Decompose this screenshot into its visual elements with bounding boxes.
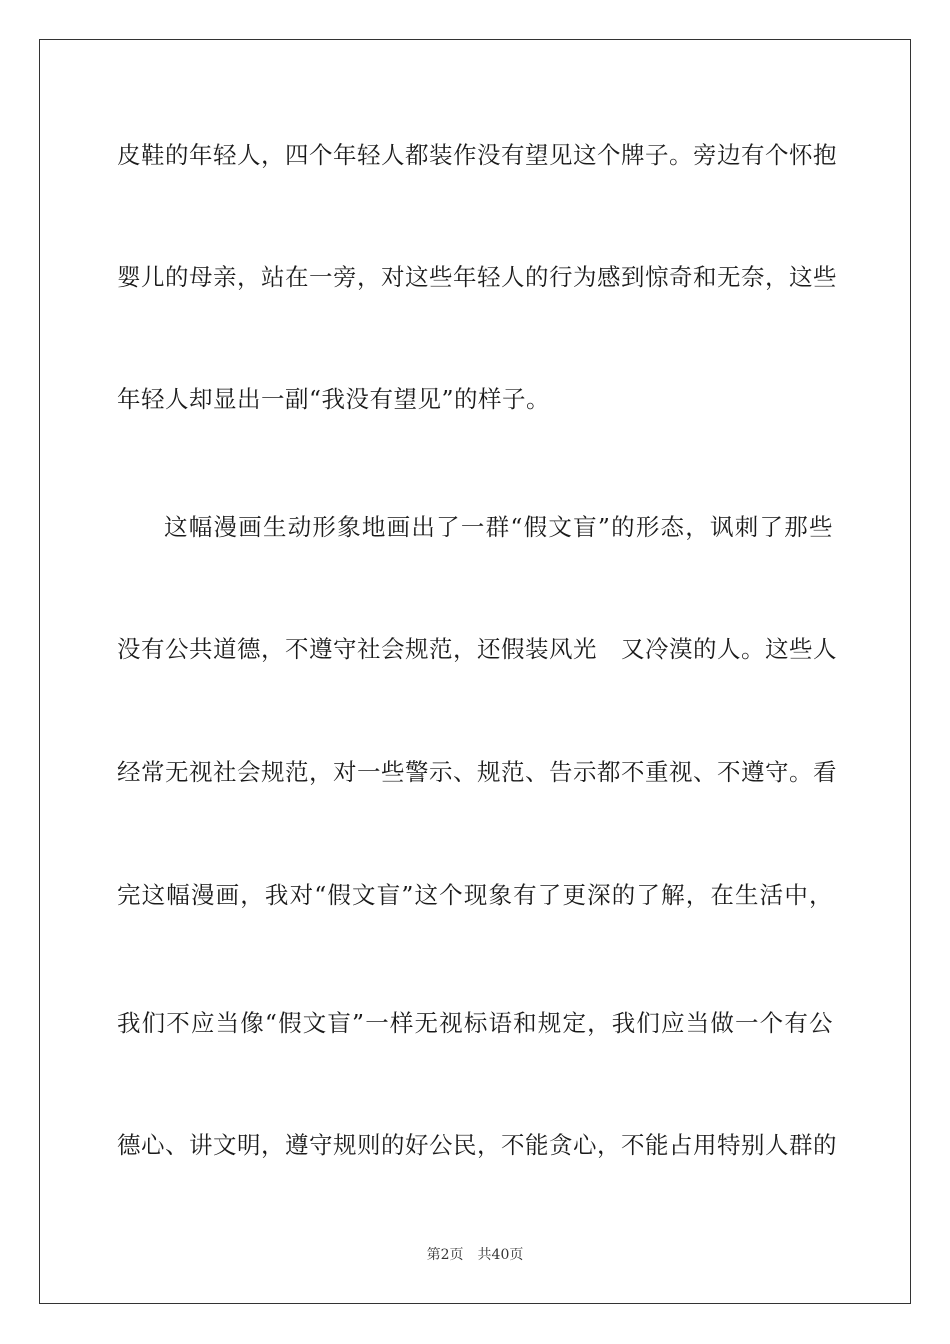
text-line-7: 完这幅漫画，我对“假文盲”这个现象有了更深的了解，在生活中，	[117, 881, 833, 909]
text-line-9: 德心、讲文明，遵守规则的好公民，不能贪心，不能占用特别人群的	[117, 1131, 837, 1159]
text-line-3: 年轻人却显出一副“我没有望见”的样子。	[117, 385, 551, 413]
text-line-4: 这幅漫画生动形象地画出了一群“假文盲”的形态，讽刺了那些	[164, 513, 833, 541]
text-line-5: 没有公共道德，不遵守社会规范，还假装风光 又冷漠的人。这些人	[117, 635, 837, 663]
text-line-8: 我们不应当像“假文盲”一样无视标语和规定，我们应当做一个有公	[117, 1009, 833, 1037]
text-line-1: 皮鞋的年轻人，四个年轻人都装作没有望见这个牌子。旁边有个怀抱	[117, 141, 837, 169]
page-number-footer: 第2页 共40页	[426, 1247, 524, 1263]
text-line-2: 婴儿的母亲，站在一旁，对这些年轻人的行为感到惊奇和无奈，这些	[117, 263, 837, 291]
text-line-6: 经常无视社会规范，对一些警示、规范、告示都不重视、不遵守。看	[117, 758, 837, 786]
page-frame	[39, 39, 911, 1304]
